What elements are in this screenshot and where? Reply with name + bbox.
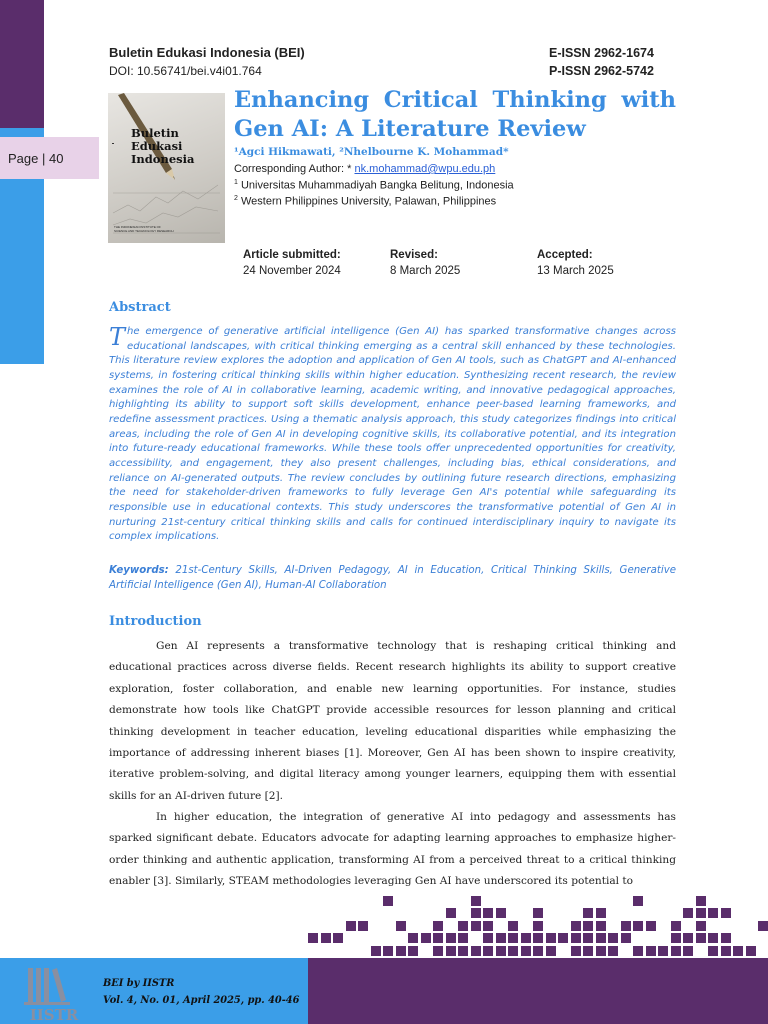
pixel-block <box>708 946 718 956</box>
pixel-block <box>533 933 543 943</box>
pixel-block <box>433 946 443 956</box>
pixel-block <box>446 908 456 918</box>
pixel-block <box>433 933 443 943</box>
affiliation-2: $^2$ Western Philippines University, Palawan, Philippines <box>234 195 497 208</box>
pixel-block <box>421 933 431 943</box>
intro-paragraph-1: Gen AI represents a transformative technology that is reshaping critical thinking and educational practices across diverse fields. Recent research highlights its ability to support creative exploration, foster collaboration, and enable new learning opportunities. For instance, studies demonstrate how tools like ChatGPT provide accessible resources for lesson planning and critical thinking development in teacher education, leveling educational disparities while emphasizing the importance of addressing inherent biases [1]. Moreover, Gen AI has been shown to inspire creativity, iterative problem-solving, and digital literacy among younger learners, equipping them with essential skills for an AI-driven future [2]. <box>109 640 676 802</box>
cover-title: Buletin Edukasi Indonesia <box>131 126 195 166</box>
pixel-block <box>583 933 593 943</box>
svg-text:IISTR: IISTR <box>29 1006 79 1022</box>
date-accepted: Accepted: 13 March 2025 <box>537 249 614 277</box>
pixel-block <box>571 921 581 931</box>
pixel-block <box>346 921 356 931</box>
pixel-block <box>446 946 456 956</box>
pixel-block <box>446 933 456 943</box>
pixel-block <box>558 933 568 943</box>
pixel-block <box>371 946 381 956</box>
journal-cover-image <box>108 93 225 243</box>
pixel-block <box>471 908 481 918</box>
pixel-block <box>696 921 706 931</box>
pixel-block <box>433 921 443 931</box>
footer-purple-band <box>308 958 768 1024</box>
pixel-block <box>596 921 606 931</box>
pixel-block <box>458 933 468 943</box>
pixel-block <box>758 921 768 931</box>
pixel-block <box>483 921 493 931</box>
issn-block <box>549 44 654 80</box>
article-title-line2: Gen AI: A Literature Review <box>234 116 586 142</box>
pixel-block <box>408 933 418 943</box>
keywords-label: Keywords: <box>109 565 169 576</box>
pixel-block <box>358 921 368 931</box>
pixel-block <box>333 933 343 943</box>
pixel-block <box>571 933 581 943</box>
pixel-block <box>496 908 506 918</box>
keywords-list: 21st-Century Skills, AI-Driven Pedagogy, AI in Education, Critical Thinking Skills, Generative Artificial Intelligence (Gen AI), Human-AI Collaboration <box>109 565 676 591</box>
corresponding-label: Corresponding Author: * <box>234 163 352 175</box>
pixel-block <box>596 908 606 918</box>
article-title-line1: Enhancing Critical Thinking with <box>234 87 676 113</box>
pixel-block <box>708 933 718 943</box>
pixel-block <box>471 946 481 956</box>
cover-graphic <box>108 93 225 243</box>
pixel-block <box>383 946 393 956</box>
pixel-block <box>621 933 631 943</box>
pixel-block <box>533 921 543 931</box>
pixel-block <box>596 933 606 943</box>
pixel-block <box>496 933 506 943</box>
pixel-block <box>508 921 518 931</box>
pixel-block <box>671 921 681 931</box>
pixel-block <box>671 933 681 943</box>
pixel-block <box>483 933 493 943</box>
corresponding-author <box>234 163 495 175</box>
footer-publisher: BEI by IISTR <box>103 978 175 989</box>
pixel-block <box>458 921 468 931</box>
pixel-block <box>321 933 331 943</box>
date-revised: Revised: 8 March 2025 <box>390 249 461 277</box>
pixel-block <box>696 908 706 918</box>
pixel-block <box>683 908 693 918</box>
abstract-heading: Abstract <box>109 300 171 315</box>
pixel-block <box>621 921 631 931</box>
pixel-block <box>471 921 481 931</box>
pixel-block <box>571 946 581 956</box>
pixel-block <box>383 896 393 906</box>
page-number: Page | 40 <box>8 150 64 166</box>
left-purple-bar <box>0 0 44 128</box>
pissn: P-ISSN 2962-5742 <box>549 64 654 78</box>
pixel-block <box>521 946 531 956</box>
pixel-block <box>596 946 606 956</box>
pixel-block <box>458 946 468 956</box>
journal-header <box>109 44 305 80</box>
iistr-logo <box>18 964 90 1022</box>
pixel-block <box>646 921 656 931</box>
pixel-block <box>546 933 556 943</box>
eissn: E-ISSN 2962-1674 <box>549 46 654 60</box>
pixel-block <box>608 933 618 943</box>
pixel-block <box>521 933 531 943</box>
pixel-block <box>583 946 593 956</box>
corresponding-email-link[interactable]: nk.mohammad@wpu.edu.ph <box>354 163 496 175</box>
pixel-block <box>721 946 731 956</box>
pixel-block <box>721 933 731 943</box>
pixel-block <box>646 946 656 956</box>
pixel-block <box>408 946 418 956</box>
pixel-block <box>608 946 618 956</box>
pixel-block <box>583 921 593 931</box>
pixel-block <box>696 933 706 943</box>
pixel-block <box>633 921 643 931</box>
pixel-block <box>633 946 643 956</box>
pixel-block <box>658 946 668 956</box>
footer-citation <box>103 975 299 1009</box>
pixel-block <box>683 933 693 943</box>
pixel-block <box>708 908 718 918</box>
pixel-block <box>396 921 406 931</box>
authors: ¹Agci Hikmawati, ²Nhelbourne K. Mohammad* <box>234 146 509 158</box>
pixel-block <box>733 946 743 956</box>
pixel-block <box>696 896 706 906</box>
pixel-block <box>483 908 493 918</box>
pixel-block <box>508 946 518 956</box>
journal-name: Buletin Edukasi Indonesia (BEI) <box>109 45 305 60</box>
pixel-block <box>533 946 543 956</box>
cover-footer: THE INDONESIAN INSTITUTE OF SCIENCE AND TECHNOLOGY RESEARCH <box>114 225 174 233</box>
abstract-text: The emergence of generative artificial intelligence (Gen AI) has sparked transformative changes across educational landscapes, with critical thinking emerging as a central skill enhanced by these technologies. This literature review explores the adoption and application of Gen AI tools, such as ChatGPT and AI-enhanced systems, in fostering critical thinking skills within higher education. Synthesizing recent research, the review examines the role of AI in collaborative learning, academic writing, and innovative pedagogical approaches, highlighting its ability to support soft skills development, enhance peer-based learning frameworks, and redefine assessment practices. Using a thematic analysis approach, this study categorizes findings into critical areas, including the role of Gen AI in developing cognitive skills, its collaborative potential, and its integration into future-ready educational frameworks. While these tools offer unprecedented opportunities for creativity, accessibility, and engagement, they also present challenges, including bias, ethical considerations, and reliance on AI-generated outputs. The review concludes by outlining future research directions, emphasizing the need for stakeholder-driven frameworks to fully leverage Gen AI's potential while safeguarding its responsible use in educational contexts. This study underscores the transformative potential of Gen AI in nurturing 21st-century critical thinking skills and calls for continued interdisciplinary inquiry to navigate its complex implications. <box>109 323 676 543</box>
pixel-block <box>671 946 681 956</box>
abstract-dropcap: T <box>109 323 126 351</box>
page-number-tab <box>0 137 99 179</box>
pixel-block <box>546 946 556 956</box>
pixel-block <box>721 908 731 918</box>
pixel-block <box>308 933 318 943</box>
pixel-block <box>583 908 593 918</box>
pixel-block <box>496 946 506 956</box>
pixel-block <box>683 946 693 956</box>
article-title <box>234 86 676 144</box>
introduction-heading: Introduction <box>109 614 202 629</box>
pixel-block <box>396 946 406 956</box>
doi: DOI: 10.56741/bei.v4i01.764 <box>109 64 262 78</box>
pixel-block <box>746 946 756 956</box>
pixel-block <box>633 896 643 906</box>
date-submitted: Article submitted: 24 November 2024 <box>243 249 341 277</box>
keywords <box>109 564 676 593</box>
affiliation-1: $^1$ Universitas Muhammadiyah Bangka Belitung, Indonesia <box>234 179 514 192</box>
pixel-block <box>483 946 493 956</box>
pixel-block <box>471 896 481 906</box>
footer-volume: Vol. 4, No. 01, April 2025, pp. 40-46 <box>103 995 300 1006</box>
pixel-block <box>508 933 518 943</box>
pixel-block <box>533 908 543 918</box>
intro-paragraph-2: In higher education, the integration of generative AI into pedagogy and assessments has sparked significant debate. Educators advocate for adapting learning approaches to emphasize higher-order thinking and authentic application, transforming AI from a perceived threat to a critical thinking enabler [3]. Similarly, STEAM methodologies leveraging Gen AI have underscored its potential to <box>109 811 676 888</box>
